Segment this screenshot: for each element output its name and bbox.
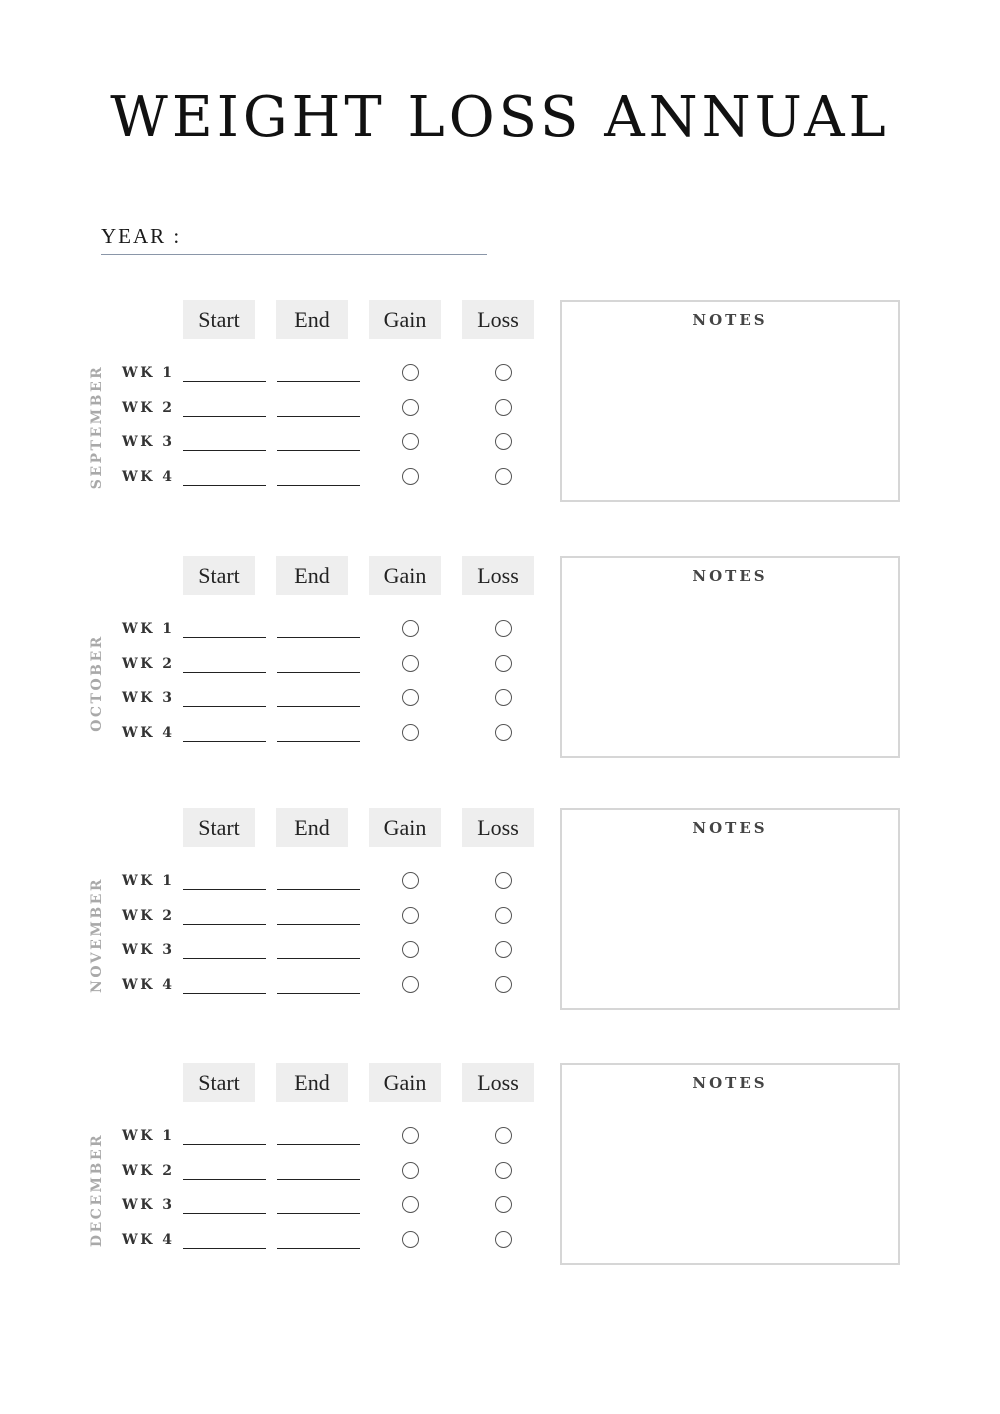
end-weight-field[interactable] [277, 450, 360, 451]
gain-checkbox[interactable] [402, 976, 419, 993]
week-label: WK 1 [122, 873, 175, 889]
month-section [0, 556, 1000, 762]
week-row [0, 463, 560, 493]
column-header-end: End [276, 300, 348, 339]
loss-checkbox[interactable] [495, 976, 512, 993]
start-weight-field[interactable] [183, 672, 266, 673]
year-input-line[interactable] [101, 254, 487, 255]
week-label: WK 2 [122, 908, 175, 924]
loss-checkbox[interactable] [495, 724, 512, 741]
week-row [0, 1191, 560, 1221]
end-weight-field[interactable] [277, 672, 360, 673]
loss-checkbox[interactable] [495, 1162, 512, 1179]
loss-checkbox[interactable] [495, 399, 512, 416]
notes-box[interactable] [560, 300, 900, 502]
week-label: WK 3 [122, 942, 175, 958]
month-label: DECEMBER [89, 1132, 105, 1248]
loss-checkbox[interactable] [495, 1231, 512, 1248]
notes-label: NOTES [692, 311, 768, 329]
start-weight-field[interactable] [183, 381, 266, 382]
start-weight-field[interactable] [183, 924, 266, 925]
week-row [0, 615, 560, 645]
gain-checkbox[interactable] [402, 907, 419, 924]
end-weight-field[interactable] [277, 741, 360, 742]
week-row [0, 1122, 560, 1152]
start-weight-field[interactable] [183, 706, 266, 707]
end-weight-field[interactable] [277, 1144, 360, 1145]
week-label: WK 4 [122, 977, 175, 993]
start-weight-field[interactable] [183, 416, 266, 417]
column-header-loss: Loss [462, 556, 534, 595]
week-row [0, 971, 560, 1001]
start-weight-field[interactable] [183, 889, 266, 890]
column-header-gain: Gain [369, 808, 441, 847]
start-weight-field[interactable] [183, 637, 266, 638]
week-row [0, 684, 560, 714]
gain-checkbox[interactable] [402, 872, 419, 889]
month-label: OCTOBER [89, 634, 105, 732]
gain-checkbox[interactable] [402, 1162, 419, 1179]
week-label: WK 4 [122, 1232, 175, 1248]
end-weight-field[interactable] [277, 706, 360, 707]
loss-checkbox[interactable] [495, 433, 512, 450]
notes-label: NOTES [692, 567, 768, 585]
week-row [0, 867, 560, 897]
week-row [0, 902, 560, 932]
week-label: WK 2 [122, 656, 175, 672]
column-header-gain: Gain [369, 1063, 441, 1102]
start-weight-field[interactable] [183, 741, 266, 742]
gain-checkbox[interactable] [402, 620, 419, 637]
start-weight-field[interactable] [183, 1248, 266, 1249]
notes-box[interactable] [560, 1063, 900, 1265]
end-weight-field[interactable] [277, 958, 360, 959]
column-header-loss: Loss [462, 1063, 534, 1102]
notes-box[interactable] [560, 808, 900, 1010]
column-header-end: End [276, 808, 348, 847]
week-row [0, 936, 560, 966]
week-label: WK 3 [122, 690, 175, 706]
gain-checkbox[interactable] [402, 1196, 419, 1213]
column-header-end: End [276, 556, 348, 595]
start-weight-field[interactable] [183, 1179, 266, 1180]
gain-checkbox[interactable] [402, 724, 419, 741]
end-weight-field[interactable] [277, 381, 360, 382]
week-label: WK 1 [122, 1128, 175, 1144]
column-header-start: Start [183, 300, 255, 339]
week-label: WK 4 [122, 725, 175, 741]
end-weight-field[interactable] [277, 416, 360, 417]
notes-label: NOTES [692, 1074, 768, 1092]
end-weight-field[interactable] [277, 924, 360, 925]
end-weight-field[interactable] [277, 993, 360, 994]
week-label: WK 3 [122, 1197, 175, 1213]
week-row [0, 359, 560, 389]
column-header-start: Start [183, 556, 255, 595]
loss-checkbox[interactable] [495, 468, 512, 485]
column-header-end: End [276, 1063, 348, 1102]
notes-label: NOTES [692, 819, 768, 837]
end-weight-field[interactable] [277, 889, 360, 890]
start-weight-field[interactable] [183, 958, 266, 959]
loss-checkbox[interactable] [495, 689, 512, 706]
week-row [0, 1226, 560, 1256]
loss-checkbox[interactable] [495, 872, 512, 889]
gain-checkbox[interactable] [402, 433, 419, 450]
week-row [0, 650, 560, 680]
week-label: WK 4 [122, 469, 175, 485]
year-label: YEAR : [101, 224, 182, 248]
loss-checkbox[interactable] [495, 364, 512, 381]
week-row [0, 719, 560, 749]
loss-checkbox[interactable] [495, 1127, 512, 1144]
end-weight-field[interactable] [277, 485, 360, 486]
loss-checkbox[interactable] [495, 907, 512, 924]
loss-checkbox[interactable] [495, 620, 512, 637]
month-section [0, 1063, 1000, 1269]
week-row [0, 1157, 560, 1187]
loss-checkbox[interactable] [495, 655, 512, 672]
week-label: WK 2 [122, 400, 175, 416]
start-weight-field[interactable] [183, 1213, 266, 1214]
week-label: WK 2 [122, 1163, 175, 1179]
column-header-gain: Gain [369, 300, 441, 339]
month-label: SEPTEMBER [89, 364, 105, 490]
end-weight-field[interactable] [277, 1248, 360, 1249]
month-label: NOVEMBER [89, 877, 105, 993]
loss-checkbox[interactable] [495, 1196, 512, 1213]
column-header-loss: Loss [462, 808, 534, 847]
end-weight-field[interactable] [277, 637, 360, 638]
week-label: WK 3 [122, 434, 175, 450]
column-header-gain: Gain [369, 556, 441, 595]
start-weight-field[interactable] [183, 485, 266, 486]
start-weight-field[interactable] [183, 993, 266, 994]
week-label: WK 1 [122, 621, 175, 637]
gain-checkbox[interactable] [402, 689, 419, 706]
start-weight-field[interactable] [183, 450, 266, 451]
loss-checkbox[interactable] [495, 941, 512, 958]
column-header-start: Start [183, 1063, 255, 1102]
month-section [0, 808, 1000, 1014]
end-weight-field[interactable] [277, 1179, 360, 1180]
gain-checkbox[interactable] [402, 941, 419, 958]
week-label: WK 1 [122, 365, 175, 381]
gain-checkbox[interactable] [402, 399, 419, 416]
gain-checkbox[interactable] [402, 1127, 419, 1144]
gain-checkbox[interactable] [402, 655, 419, 672]
page-title: WEIGHT LOSS ANNUAL [110, 85, 890, 150]
week-row [0, 394, 560, 424]
column-header-start: Start [183, 808, 255, 847]
month-section [0, 300, 1000, 506]
gain-checkbox[interactable] [402, 1231, 419, 1248]
week-row [0, 428, 560, 458]
start-weight-field[interactable] [183, 1144, 266, 1145]
column-header-loss: Loss [462, 300, 534, 339]
gain-checkbox[interactable] [402, 364, 419, 381]
gain-checkbox[interactable] [402, 468, 419, 485]
end-weight-field[interactable] [277, 1213, 360, 1214]
notes-box[interactable] [560, 556, 900, 758]
